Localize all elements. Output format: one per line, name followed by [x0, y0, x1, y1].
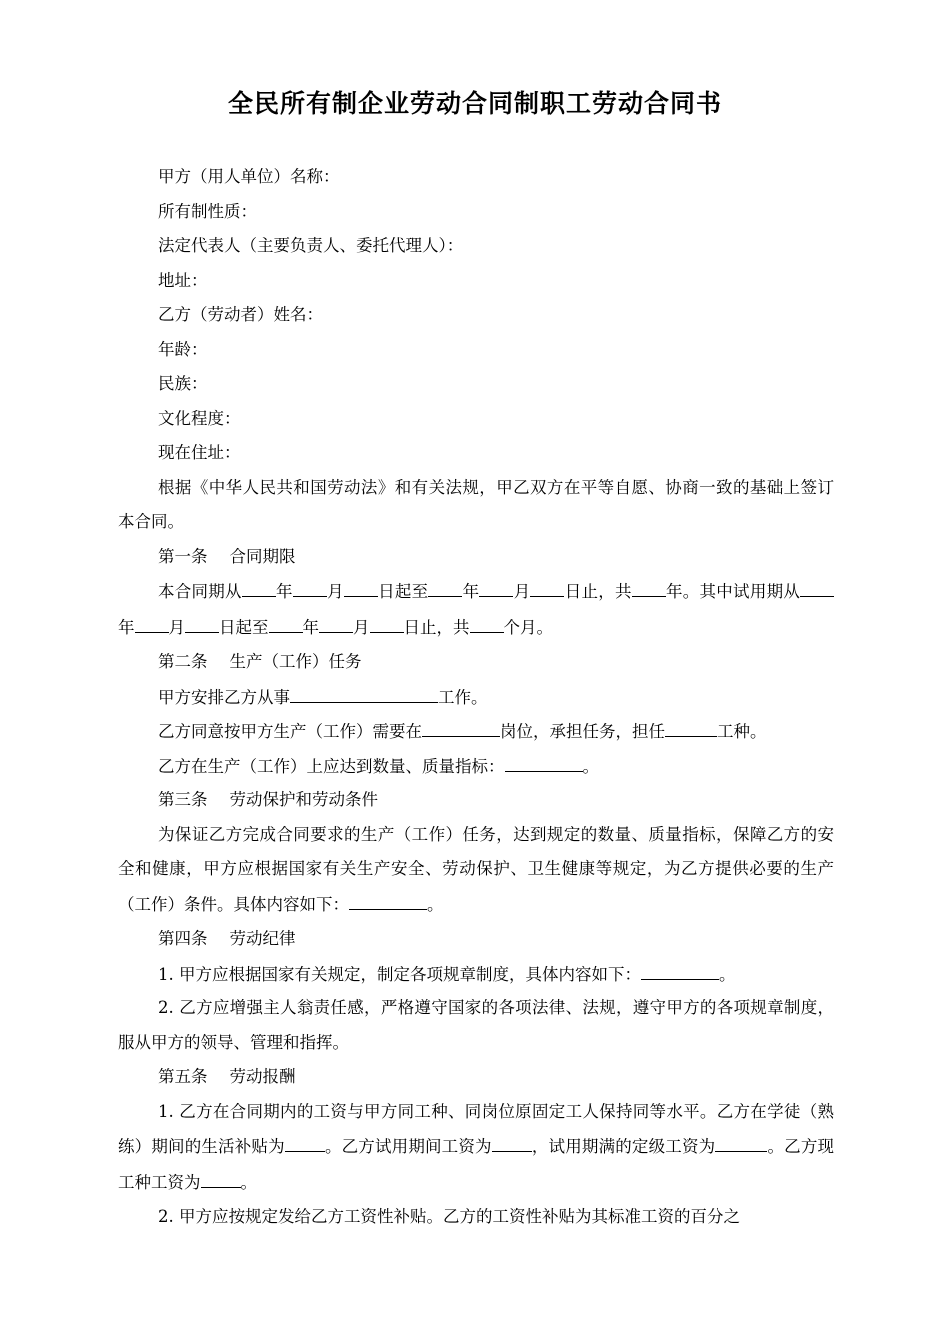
article-4-heading	[118, 922, 834, 957]
contract-body	[118, 160, 834, 1235]
text: 本合同期从	[158, 582, 242, 601]
article-head: 第一条	[158, 546, 208, 566]
text: 。	[427, 894, 444, 914]
text: 乙方在生产（工作）上应达到数量、质量指标：	[158, 756, 505, 776]
blank-line	[479, 574, 513, 597]
blank-line	[505, 749, 583, 772]
text: 。乙方现工种工资为	[118, 1137, 835, 1192]
field-party-b-name: 乙方（劳动者）姓名：	[158, 305, 323, 324]
blank-line	[370, 610, 404, 633]
blank-line	[285, 1129, 325, 1152]
article-4-item-2: 2. 乙方应增强主人翁责任感，严格遵守国家的各项法律、法规，遵守甲方的各项规章制度，服从甲方的领导、管理和指挥。	[118, 998, 834, 1052]
blank-line	[242, 574, 276, 597]
text: 年。其中试用期从	[665, 582, 801, 601]
text: 年	[302, 617, 319, 637]
blank-line	[293, 574, 327, 597]
article-2-line-1	[118, 680, 834, 715]
text: 岗位，承担任务，担任	[500, 722, 665, 741]
article-2-line-2	[118, 714, 834, 749]
article-3-heading	[118, 783, 834, 818]
document-title: 全民所有制企业劳动合同制职工劳动合同书	[227, 89, 722, 118]
text: 年	[462, 582, 480, 601]
blank-line	[641, 957, 719, 980]
article-5-heading	[118, 1060, 834, 1095]
text: 日起至	[219, 617, 269, 637]
article-5-item-1	[118, 1095, 834, 1201]
article-title: 劳动保护和劳动条件	[229, 790, 378, 809]
blank-line	[319, 610, 353, 633]
blank-line	[492, 1129, 532, 1152]
field-ethnicity: 民族：	[158, 374, 208, 393]
text: 。	[240, 1172, 257, 1192]
text: 甲方安排乙方从事	[158, 687, 290, 707]
text: 1. 甲方应根据国家有关规定，制定各项规章制度，具体内容如下：	[158, 964, 641, 984]
text: 月	[326, 582, 344, 601]
text: 年	[275, 582, 293, 601]
text: 。乙方试用期间工资为	[324, 1137, 492, 1156]
blank-line	[470, 610, 504, 633]
text: 。	[719, 964, 736, 984]
text: 工种。	[717, 722, 767, 741]
blank-line	[290, 680, 438, 703]
intro-paragraph: 根据《中华人民共和国劳动法》和有关法规，甲乙双方在平等自愿、协商一致的基础上签订本合同。	[118, 477, 834, 531]
article-head: 第五条	[158, 1067, 208, 1086]
article-title: 生产（工作）任务	[229, 652, 362, 671]
article-5-item-2: 2. 甲方应按规定发给乙方工资性补贴。乙方的工资性补贴为其标准工资的百分之	[158, 1207, 740, 1226]
text: 月	[353, 617, 370, 637]
text: ，试用期满的定级工资为	[531, 1137, 716, 1156]
text: 年	[118, 617, 135, 637]
article-head: 第四条	[158, 929, 208, 948]
article-1-heading	[118, 540, 834, 575]
blank-line	[428, 574, 462, 597]
article-3-paragraph	[118, 818, 834, 923]
article-4-item-1	[118, 957, 834, 992]
field-ownership: 所有制性质：	[158, 201, 257, 221]
blank-line	[665, 714, 717, 737]
article-1-paragraph	[118, 574, 834, 645]
field-current-address: 现在住址：	[158, 443, 241, 462]
article-head: 第三条	[158, 790, 208, 809]
text: 个月。	[503, 617, 553, 637]
text: 日起至	[377, 582, 429, 601]
text: 为保证乙方完成合同要求的生产（工作）任务，达到规定的数量、质量指标，保障乙方的安全和健康，甲方应根据国家有关生产安全、劳动保护、卫生健康等规定，为乙方提供必要的生产（工作）条件。具体内容如下：	[118, 824, 834, 914]
blank-line	[530, 574, 564, 597]
article-head: 第二条	[158, 652, 208, 671]
text: 日止，共	[564, 582, 632, 601]
field-legal-rep: 法定代表人（主要负责人、委托代理人）：	[158, 236, 464, 255]
blank-line	[422, 714, 500, 737]
field-education: 文化程度：	[158, 408, 241, 428]
text: 乙方同意按甲方生产（工作）需要在	[158, 722, 422, 741]
text: 。	[582, 756, 599, 776]
text: 日止，共	[403, 617, 470, 637]
text: 工作。	[438, 687, 488, 707]
blank-line	[349, 887, 427, 910]
text: 月	[513, 582, 531, 601]
blank-line	[715, 1129, 767, 1152]
article-2-heading	[118, 645, 834, 680]
text: 月	[168, 617, 185, 637]
article-2-line-3	[118, 749, 834, 784]
blank-line	[269, 610, 303, 633]
text: 1. 乙方在合同期内的工资与甲方同工种、同岗位原固定工人保持同等水平。乙方在学徒（熟练）期间的生活补贴为	[118, 1101, 834, 1156]
field-address: 地址：	[158, 270, 208, 290]
field-party-a-name: 甲方（用人单位）名称：	[158, 167, 340, 186]
blank-line	[201, 1165, 241, 1188]
field-age: 年龄：	[158, 339, 208, 359]
article-title: 劳动报酬	[229, 1067, 296, 1086]
blank-line	[185, 610, 219, 633]
blank-line	[800, 574, 834, 597]
article-title: 合同期限	[229, 546, 296, 566]
article-title: 劳动纪律	[229, 929, 296, 948]
blank-line	[632, 574, 666, 597]
blank-line	[135, 610, 169, 633]
blank-line	[344, 574, 378, 597]
